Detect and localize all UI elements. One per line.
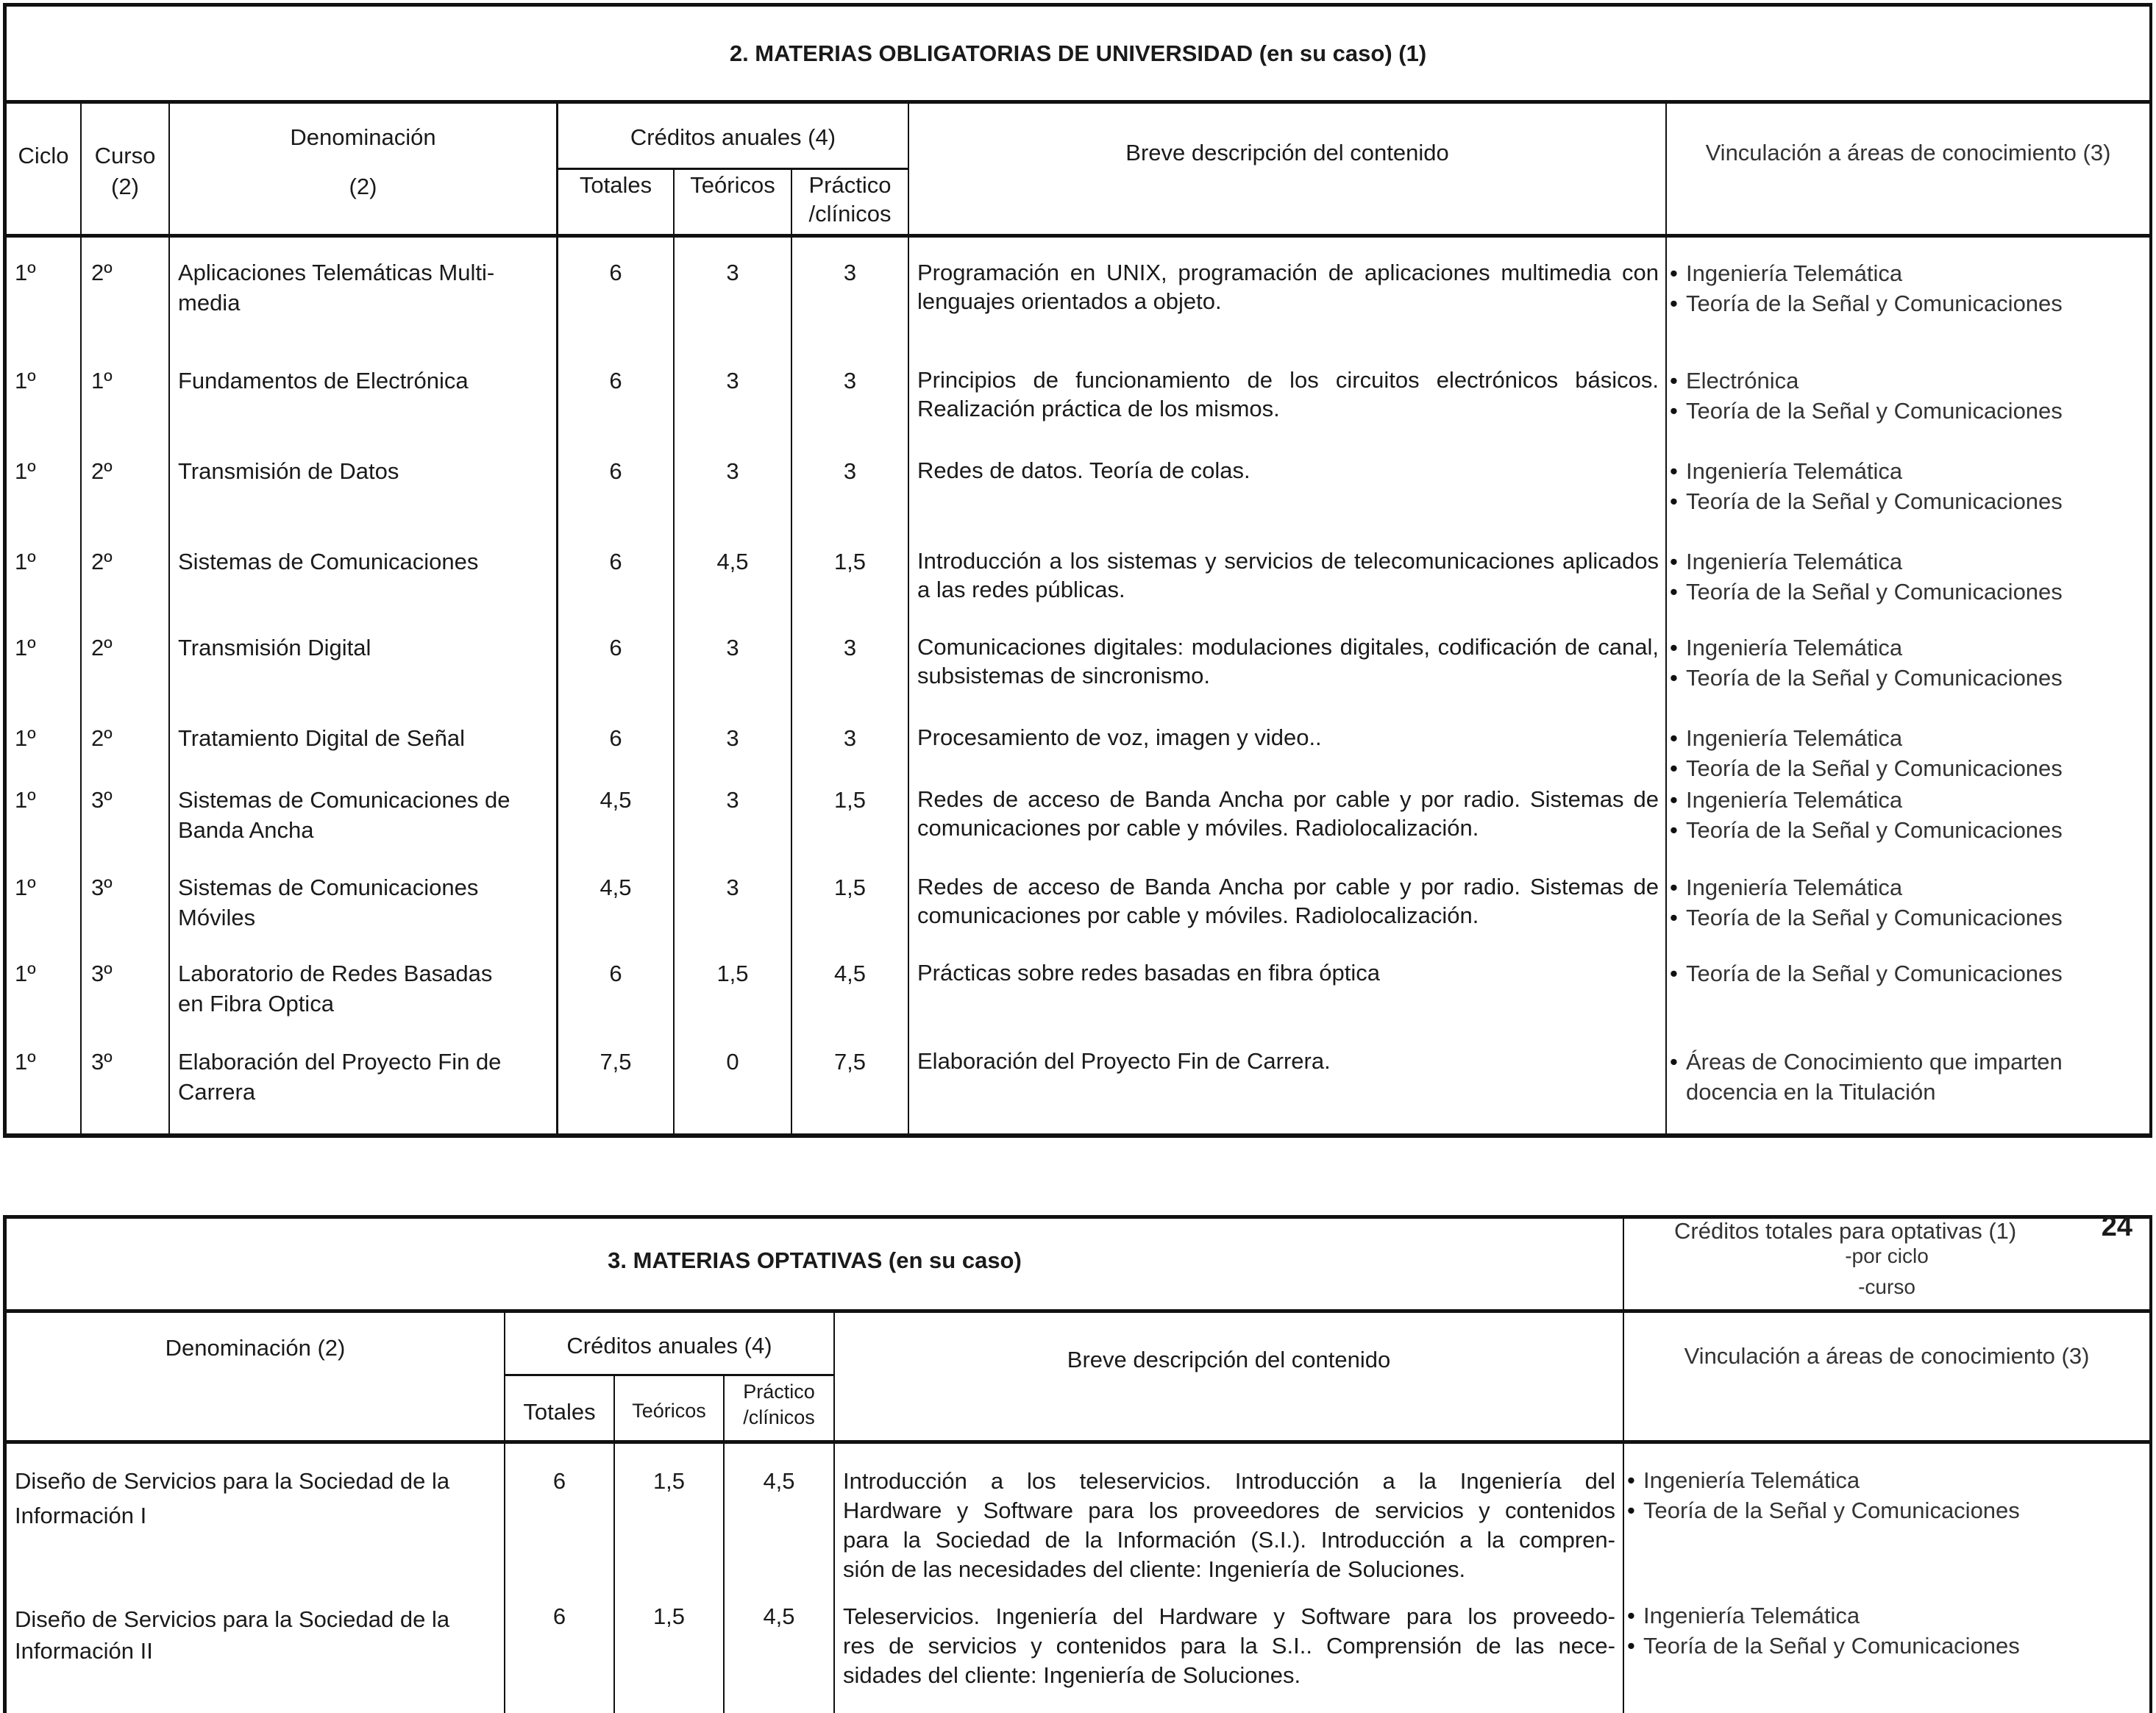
area-item: • Teoría de la Señal y Comunicaciones: [1668, 663, 2063, 693]
cell-totales: 6: [609, 725, 622, 751]
cell-denominacion-l2: Banda Ancha: [178, 817, 314, 843]
cell-practicos: 1,5: [833, 549, 867, 574]
cell-curso: 3º: [91, 875, 113, 900]
cell-descripcion: Redes de acceso de Banda Ancha por cable y por radio. Sistemas de comunicaciones por cable y móviles. Radiolocalización.: [917, 874, 1659, 928]
cell-totales: 4,5: [600, 787, 632, 813]
cell-denominacion: Transmisión Digital: [178, 635, 371, 660]
area-item: • Teoría de la Señal y Comunicaciones: [1668, 577, 2063, 607]
cell-areas: [1626, 1465, 2020, 1525]
cell-practicos: 1,5: [833, 787, 867, 813]
header-ciclo: Ciclo: [18, 143, 69, 168]
header-denominacion: Denominación: [290, 124, 436, 150]
header-practicos: Práctico: [808, 172, 892, 198]
table2-title-divider: [3, 1309, 2152, 1313]
cell-areas: [1668, 958, 2063, 989]
cell-totales: 7,5: [600, 1049, 632, 1075]
cell-denominacion: Tratamiento Digital de Señal: [178, 725, 465, 751]
cell-curso: 2º: [91, 260, 113, 285]
cell-teoricos: 3: [726, 458, 739, 484]
cell-areas: [1626, 1600, 2020, 1661]
header-totales: Totales: [523, 1399, 596, 1425]
area-item: • Electrónica: [1668, 366, 2063, 396]
cell-areas: [1668, 258, 2063, 318]
cell-denominacion: Diseño de Servicios para la Sociedad de la: [15, 1468, 450, 1494]
header-practicos-clinicos: /clínicos: [743, 1406, 815, 1428]
cell-denominacion-l2: en Fibra Optica: [178, 991, 334, 1016]
cell-denominacion: Transmisión de Datos: [178, 458, 399, 484]
creditos-totales-label: Créditos totales para optativas (1): [1674, 1218, 2017, 1244]
cell-denominacion: Diseño de Servicios para la Sociedad de la: [15, 1606, 450, 1632]
cell-practicos: 1,5: [833, 875, 867, 900]
area-item: • Teoría de la Señal y Comunicaciones: [1668, 958, 2063, 989]
cell-descripcion: Redes de acceso de Banda Ancha por cable y por radio. Sistemas de comunicaciones por cable y móviles. Radiolocalización.: [917, 786, 1659, 841]
header-denominacion-note: (2): [349, 174, 377, 199]
cell-totales: 6: [609, 458, 622, 484]
cell-totales: 6: [609, 549, 622, 574]
cell-denominacion: Sistemas de Comunicaciones de: [178, 787, 510, 813]
col-line: [908, 102, 909, 1135]
cell-areas: [1668, 366, 2063, 426]
cell-practicos: 3: [843, 635, 857, 660]
cell-descripcion: Comunicaciones digitales: modulaciones digitales, codificación de canal, subsistemas de sincronismo.: [917, 634, 1659, 688]
cell-denominacion: Sistemas de Comunicaciones: [178, 875, 479, 900]
por-ciclo-label: -por ciclo: [1845, 1244, 1929, 1267]
cell-ciclo: 1º: [15, 875, 36, 900]
cell-totales: 6: [609, 368, 622, 393]
cell-areas: [1668, 785, 2063, 845]
cell-denominacion: Sistemas de Comunicaciones: [178, 549, 479, 574]
table1-title-divider: [3, 100, 2152, 104]
table2-left-border: [3, 1215, 7, 1713]
cell-curso: 3º: [91, 787, 113, 813]
header-vinculacion: Vinculación a áreas de conocimiento (3): [1705, 140, 2111, 165]
col-line: [1665, 102, 1667, 1135]
cell-descripcion: Procesamiento de voz, imagen y video..: [917, 724, 1322, 750]
header-practicos: Práctico: [743, 1381, 815, 1403]
cell-curso: 2º: [91, 725, 113, 751]
cell-denominacion-l2: Información II: [15, 1638, 153, 1664]
cell-totales: 6: [552, 1468, 566, 1494]
cell-curso: 3º: [91, 961, 113, 986]
cell-descripcion: Prácticas sobre redes basadas en fibra óptica: [917, 960, 1380, 986]
cell-descripcion: Programación en UNIX, programación de aplicaciones multimedia con lenguajes orientados a objeto.: [917, 260, 1659, 314]
cell-practicos: 3: [843, 725, 857, 751]
cell-denominacion-l2: Móviles: [178, 905, 256, 930]
cell-practicos: 3: [843, 368, 857, 393]
cell-teoricos: 3: [726, 368, 739, 393]
cell-denominacion-l2: Carrera: [178, 1079, 256, 1105]
cell-practicos: 4,5: [763, 1603, 795, 1629]
cell-teoricos: 1,5: [652, 1468, 686, 1494]
desc-line: Hardware y Software para los proveedores de servicios y contenidos: [843, 1497, 1615, 1523]
header-descripcion: Breve descripción del contenido: [1125, 140, 1449, 165]
cell-teoricos: 3: [726, 787, 739, 813]
area-item: • Ingeniería Telemática: [1668, 633, 2063, 663]
header-teoricos: Teóricos: [690, 172, 775, 198]
cell-practicos: 4,5: [763, 1468, 795, 1494]
cell-denominacion-l2: Información I: [15, 1503, 147, 1528]
area-item: • Teoría de la Señal y Comunicaciones: [1668, 902, 2063, 933]
cell-areas: [1668, 1047, 2063, 1077]
cell-descripcion: Principios de funcionamiento de los circuitos electrónicos básicos. Realización práctica de los mismos.: [917, 367, 1659, 421]
cell-curso: 2º: [91, 458, 113, 484]
cell-teoricos: 3: [726, 635, 739, 660]
cell-teoricos: 4,5: [716, 549, 749, 574]
table2-header-divider: [3, 1440, 2152, 1444]
cell-teoricos: 0: [726, 1049, 739, 1075]
cell-denominacion-l2: media: [178, 290, 241, 316]
cell-totales: 6: [609, 260, 622, 285]
cell-areas: [1668, 633, 2063, 693]
creditos-subheader-line: [505, 1374, 834, 1376]
header-creditos-anuales: Créditos anuales (4): [566, 1333, 772, 1358]
area-item-continuation: docencia en la Titulación: [1686, 1079, 1936, 1105]
desc-line: Introducción a los teleservicios. Introducción a la Ingeniería del: [843, 1468, 1615, 1494]
cell-teoricos: 3: [726, 725, 739, 751]
area-item: • Teoría de la Señal y Comunicaciones: [1668, 753, 2063, 783]
col-line: [504, 1311, 505, 1713]
cell-descripcion: Redes de datos. Teoría de colas.: [917, 457, 1250, 483]
area-item: • Teoría de la Señal y Comunicaciones: [1668, 815, 2063, 845]
area-item: • Ingeniería Telemática: [1668, 723, 2063, 753]
cell-areas: [1668, 456, 2063, 516]
cell-areas: [1668, 872, 2063, 933]
curso-label: -curso: [1858, 1275, 1915, 1298]
col-line: [168, 102, 170, 1135]
cell-denominacion: Aplicaciones Telemáticas Multi-: [178, 260, 495, 285]
cell-areas: [1668, 723, 2063, 783]
cell-totales: 4,5: [600, 875, 632, 900]
cell-practicos: 3: [843, 260, 857, 285]
creditos-totales-value: 24: [2101, 1211, 2132, 1242]
area-item: • Ingeniería Telemática: [1668, 872, 2063, 902]
header-curso: Curso: [94, 143, 156, 168]
header-curso-note: (2): [111, 174, 139, 199]
cell-teoricos: 1,5: [652, 1603, 686, 1629]
table1-title: 2. MATERIAS OBLIGATORIAS DE UNIVERSIDAD (en su caso) (1): [729, 40, 1427, 66]
cell-ciclo: 1º: [15, 961, 36, 986]
table1-header-divider: [3, 234, 2152, 238]
cell-teoricos: 3: [726, 875, 739, 900]
area-item: • Ingeniería Telemática: [1626, 1465, 2020, 1495]
cell-totales: 6: [552, 1603, 566, 1629]
area-item: • Ingeniería Telemática: [1668, 785, 2063, 815]
cell-curso: 3º: [91, 1049, 113, 1075]
header-vinculacion: Vinculación a áreas de conocimiento (3): [1684, 1343, 2090, 1369]
cell-practicos: 7,5: [833, 1049, 867, 1075]
area-item: • Ingeniería Telemática: [1668, 456, 2063, 486]
cell-curso: 2º: [91, 635, 113, 660]
cell-descripcion: Introducción a los sistemas y servicios de telecomunicaciones aplicados a las redes públicas.: [917, 548, 1659, 602]
table2-title: 3. MATERIAS OPTATIVAS (en su caso): [608, 1247, 1022, 1273]
area-item: • Teoría de la Señal y Comunicaciones: [1668, 396, 2063, 426]
desc-line: Teleservicios. Ingeniería del Hardware y Software para los proveedo-: [843, 1603, 1615, 1629]
cell-curso: 1º: [91, 368, 113, 393]
cell-areas: [1668, 546, 2063, 607]
cell-denominacion: Elaboración del Proyecto Fin de: [178, 1049, 502, 1075]
header-descripcion: Breve descripción del contenido: [1067, 1347, 1391, 1372]
cell-totales: 6: [609, 961, 622, 986]
cell-curso: 2º: [91, 549, 113, 574]
table1-top-border: [3, 3, 2152, 7]
cell-teoricos: 3: [726, 260, 739, 285]
col-line: [80, 102, 82, 1135]
area-item: • Ingeniería Telemática: [1626, 1600, 2020, 1631]
area-item: • Teoría de la Señal y Comunicaciones: [1626, 1495, 2020, 1525]
cell-ciclo: 1º: [15, 725, 36, 751]
desc-line: sidades del cliente: Ingeniería de Soluciones.: [843, 1662, 1301, 1688]
area-item: • Teoría de la Señal y Comunicaciones: [1626, 1631, 2020, 1661]
area-item: • Ingeniería Telemática: [1668, 258, 2063, 288]
header-teoricos: Teóricos: [632, 1400, 706, 1422]
header-creditos-anuales: Créditos anuales (4): [630, 124, 836, 150]
cell-ciclo: 1º: [15, 368, 36, 393]
cell-practicos: 4,5: [833, 961, 867, 986]
cell-descripcion: Elaboración del Proyecto Fin de Carrera.: [917, 1048, 1331, 1074]
table1-left-border: [3, 3, 7, 1137]
table2-right-border: [2149, 1215, 2152, 1713]
table1-right-border: [2149, 3, 2152, 1137]
table1-bottom-border: [3, 1133, 2152, 1138]
header-practicos-clinicos: /clínicos: [808, 201, 892, 227]
area-item: • Áreas de Conocimiento que imparten: [1668, 1047, 2063, 1077]
cell-denominacion: Fundamentos de Electrónica: [178, 368, 469, 393]
cell-totales: 6: [609, 635, 622, 660]
desc-line: sión de las necesidades del cliente: Ingeniería de Soluciones.: [843, 1556, 1466, 1582]
area-item: • Teoría de la Señal y Comunicaciones: [1668, 486, 2063, 516]
desc-line: res de servicios y contenidos para la S.I.. Comprensión de las nece-: [843, 1633, 1615, 1659]
cell-ciclo: 1º: [15, 458, 36, 484]
area-item: • Ingeniería Telemática: [1668, 546, 2063, 577]
cell-teoricos: 1,5: [716, 961, 749, 986]
cell-ciclo: 1º: [15, 787, 36, 813]
cell-ciclo: 1º: [15, 260, 36, 285]
cell-ciclo: 1º: [15, 549, 36, 574]
area-item: • Teoría de la Señal y Comunicaciones: [1668, 288, 2063, 318]
cell-ciclo: 1º: [15, 635, 36, 660]
cell-denominacion: Laboratorio de Redes Basadas: [178, 961, 493, 986]
header-totales: Totales: [579, 172, 652, 198]
cell-practicos: 3: [843, 458, 857, 484]
desc-line: para la Sociedad de la Información (S.I.). Introducción a la compren-: [843, 1527, 1615, 1553]
cell-ciclo: 1º: [15, 1049, 36, 1075]
header-denominacion: Denominación (2): [165, 1335, 346, 1361]
